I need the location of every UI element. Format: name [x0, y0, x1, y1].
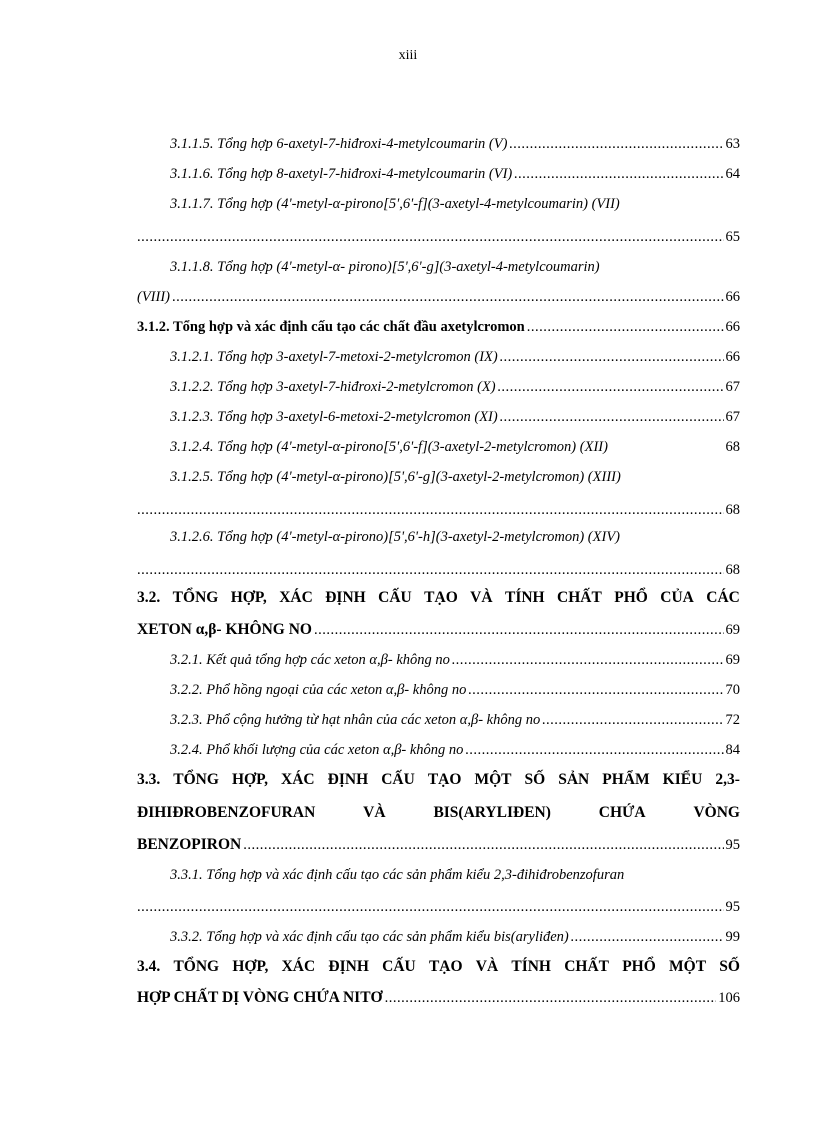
toc-entry[interactable]	[137, 620, 740, 640]
toc-entry-page: 106	[718, 990, 740, 1006]
heading-word: TÍNH	[511, 958, 551, 975]
toc-entry-page: 66	[725, 319, 740, 335]
heading-word: KIỂU	[662, 771, 703, 788]
toc-entry-page: 66	[725, 349, 740, 365]
toc-entry-title: 3.1.2.2. Tổng hợp 3-axetyl-7-hiđroxi-2-metylcromon (X)	[170, 379, 496, 395]
heading-word: SỐ	[524, 771, 546, 788]
toc-entry-title[interactable]: 3.1.2.6. Tổng hợp (4'-metyl-α-pirono)[5',6'-h](3-axetyl-2-metylcromon) (XIV)	[170, 529, 621, 545]
heading-word: 2,3-	[715, 771, 740, 788]
heading-word: CHỨA	[598, 804, 646, 821]
section-heading-line[interactable]	[137, 770, 740, 790]
heading-word: HỢP,	[230, 589, 267, 606]
toc-entry-page: 66	[725, 289, 740, 305]
heading-word: CẤU	[378, 589, 412, 606]
toc-entry-title: XETON α,β- KHÔNG NO	[137, 621, 312, 638]
heading-word: CHẤT	[557, 589, 602, 606]
heading-word: VÀ	[363, 804, 386, 821]
heading-word: ĐỊNH	[327, 771, 369, 788]
leader-dots	[465, 740, 723, 760]
toc-entry-page: 95	[725, 837, 740, 853]
toc-entry-title[interactable]: 3.3.1. Tổng hợp và xác định cấu tạo các sản phẩm kiểu 2,3-đihiđrobenzofuran	[170, 867, 625, 883]
leader-dots	[172, 287, 723, 307]
heading-word: CẤU	[381, 771, 415, 788]
toc-entry-page: 69	[725, 652, 740, 668]
leader-dots	[137, 227, 724, 247]
toc-entry[interactable]	[170, 377, 740, 397]
heading-word: TẠO	[428, 958, 463, 975]
toc-entry-title: 3.1.2.1. Tổng hợp 3-axetyl-7-metoxi-2-metylcromon (IX)	[170, 349, 498, 365]
heading-word: SỐ	[719, 958, 740, 975]
toc-entry-page: 99	[725, 929, 740, 945]
toc-entry[interactable]	[170, 347, 740, 367]
heading-word: MỘT	[669, 958, 707, 975]
toc-entry-page: 64	[725, 166, 740, 182]
heading-word: CÁC	[706, 589, 740, 606]
toc-entry-page: 84	[725, 742, 740, 758]
heading-word: ĐỊNH	[328, 958, 369, 975]
toc-entry-title[interactable]: 3.1.2.5. Tổng hợp (4'-metyl-α-pirono)[5',6'-g](3-axetyl-2-metylcromon) (XIII)	[170, 469, 621, 485]
leader-dots	[571, 927, 724, 947]
heading-word: PHỔ	[622, 958, 656, 975]
leader-dots	[137, 560, 724, 580]
section-heading-line[interactable]	[137, 588, 740, 608]
heading-word: TỔNG	[173, 771, 219, 788]
leader-dots	[500, 407, 724, 427]
toc-entry[interactable]	[170, 710, 740, 730]
toc-entry[interactable]	[170, 134, 740, 154]
heading-word: BIS(ARYLIĐEN)	[433, 804, 551, 821]
toc-entry[interactable]	[137, 835, 740, 855]
toc-entry-page: 70	[725, 682, 740, 698]
leader-dots	[314, 620, 724, 640]
toc-entry[interactable]	[137, 897, 740, 917]
toc-entry-page: 95	[725, 899, 740, 915]
heading-word: TÍNH	[504, 589, 545, 606]
toc-entry-title[interactable]: 3.1.1.8. Tổng hợp (4'-metyl-α- pirono)[5',6'-g](3-axetyl-4-metylcoumarin)	[170, 259, 600, 275]
heading-word: PHỔ	[614, 589, 648, 606]
heading-word: MỘT	[474, 771, 512, 788]
leader-dots	[509, 134, 723, 154]
heading-word: 3.4.	[137, 958, 161, 975]
heading-word: CỦA	[660, 589, 694, 606]
toc-entry-title: 3.1.2. Tổng hợp và xác định cấu tạo các chất đầu axetylcromon	[137, 319, 525, 335]
toc-entry-title: 3.1.2.4. Tổng hợp (4'-metyl-α-pirono[5',6'-f](3-axetyl-2-metylcromon) (XII)	[170, 439, 608, 455]
toc-entry[interactable]	[170, 650, 740, 670]
leader-dots	[514, 164, 723, 184]
toc-entry-title-cont: (VIII)	[137, 289, 171, 305]
heading-word: TẠO	[427, 771, 462, 788]
heading-word: HỢP,	[232, 958, 269, 975]
toc-entry-title: 3.1.1.5. Tổng hợp 6-axetyl-7-hiđroxi-4-metylcoumarin (V)	[170, 136, 508, 152]
toc-entry[interactable]	[170, 407, 740, 427]
toc-entry-title: 3.2.4. Phổ khối lượng của các xeton α,β- không no	[170, 742, 464, 758]
toc-entry-title: 3.3.2. Tổng hợp và xác định cấu tạo các sản phẩm kiểu bis(aryliđen)	[170, 929, 569, 945]
toc-entry-title: 3.1.1.6. Tổng hợp 8-axetyl-7-hiđroxi-4-metylcoumarin (VI)	[170, 166, 513, 182]
leader-dots	[468, 680, 723, 700]
toc-entry[interactable]	[170, 740, 740, 760]
toc-entry-title[interactable]: 3.1.1.7. Tổng hợp (4'-metyl-α-pirono[5',6'-f](3-axetyl-4-metylcoumarin) (VII)	[170, 196, 620, 212]
toc-entry-title: BENZOPIRON	[137, 836, 242, 853]
heading-word: ĐỊNH	[325, 589, 366, 606]
toc-entry-page: 68	[725, 502, 740, 518]
toc-entry-title: 3.1.2.3. Tổng hợp 3-axetyl-6-metoxi-2-metylcromon (XI)	[170, 409, 498, 425]
heading-word: 3.3.	[137, 771, 161, 788]
heading-word: VÒNG	[693, 804, 740, 821]
heading-word: SẢN	[558, 771, 590, 788]
toc-entry[interactable]	[170, 437, 740, 457]
leader-dots	[500, 347, 724, 367]
heading-word: TỔNG	[172, 589, 219, 606]
leader-dots	[527, 317, 724, 337]
toc-entry-title: 3.2.2. Phổ hồng ngoại của các xeton α,β- không no	[170, 682, 467, 698]
toc-entry[interactable]	[137, 317, 740, 337]
page-number: xiii	[398, 48, 418, 63]
leader-dots	[137, 500, 724, 520]
heading-word: VÀ	[470, 589, 493, 606]
heading-word: 3.2.	[137, 589, 161, 606]
toc-entry[interactable]	[170, 927, 740, 947]
toc-entry[interactable]	[137, 560, 740, 580]
leader-dots	[385, 988, 717, 1008]
heading-word: ĐIHIĐROBENZOFURAN	[137, 804, 316, 821]
toc-entry-page: 63	[725, 136, 740, 152]
leader-dots	[452, 650, 724, 670]
heading-word: CHẤT	[564, 958, 609, 975]
heading-word: TỔNG	[173, 958, 220, 975]
toc-entry[interactable]	[137, 500, 740, 520]
toc-entry[interactable]	[137, 988, 740, 1008]
heading-word: XÁC	[281, 958, 316, 975]
heading-word: XÁC	[279, 589, 313, 606]
toc-entry-page: 68	[725, 562, 740, 578]
toc-entry-title: HỢP CHẤT DỊ VÒNG CHỨA NITƠ	[137, 989, 383, 1006]
toc-entry-page: 65	[725, 229, 740, 245]
leader-dots	[243, 835, 723, 855]
heading-word: TẠO	[424, 589, 458, 606]
toc-entry-page: 72	[725, 712, 740, 728]
toc-entry-title: 3.2.1. Kết quả tổng hợp các xeton α,β- không no	[170, 652, 450, 668]
section-heading-line[interactable]	[137, 957, 740, 977]
toc-entry[interactable]	[137, 227, 740, 247]
section-heading-line[interactable]	[137, 803, 740, 823]
heading-word: XÁC	[281, 771, 315, 788]
leader-dots	[137, 897, 724, 917]
heading-word: VÀ	[475, 958, 499, 975]
toc-entry[interactable]	[170, 164, 740, 184]
toc-entry-page: 67	[725, 409, 740, 425]
toc-entry-title: 3.2.3. Phổ cộng hưởng từ hạt nhân của các xeton α,β- không no	[170, 712, 541, 728]
toc-entry-page: 68	[725, 439, 740, 455]
heading-word: CẤU	[382, 958, 416, 975]
leader-dots	[542, 710, 723, 730]
heading-word: PHẨM	[602, 771, 650, 788]
toc-entry-page: 69	[725, 622, 740, 638]
toc-entry[interactable]	[137, 287, 740, 307]
heading-word: HỢP,	[231, 771, 269, 788]
leader-dots	[498, 377, 724, 397]
toc-entry-page: 67	[725, 379, 740, 395]
toc-entry[interactable]	[170, 680, 740, 700]
